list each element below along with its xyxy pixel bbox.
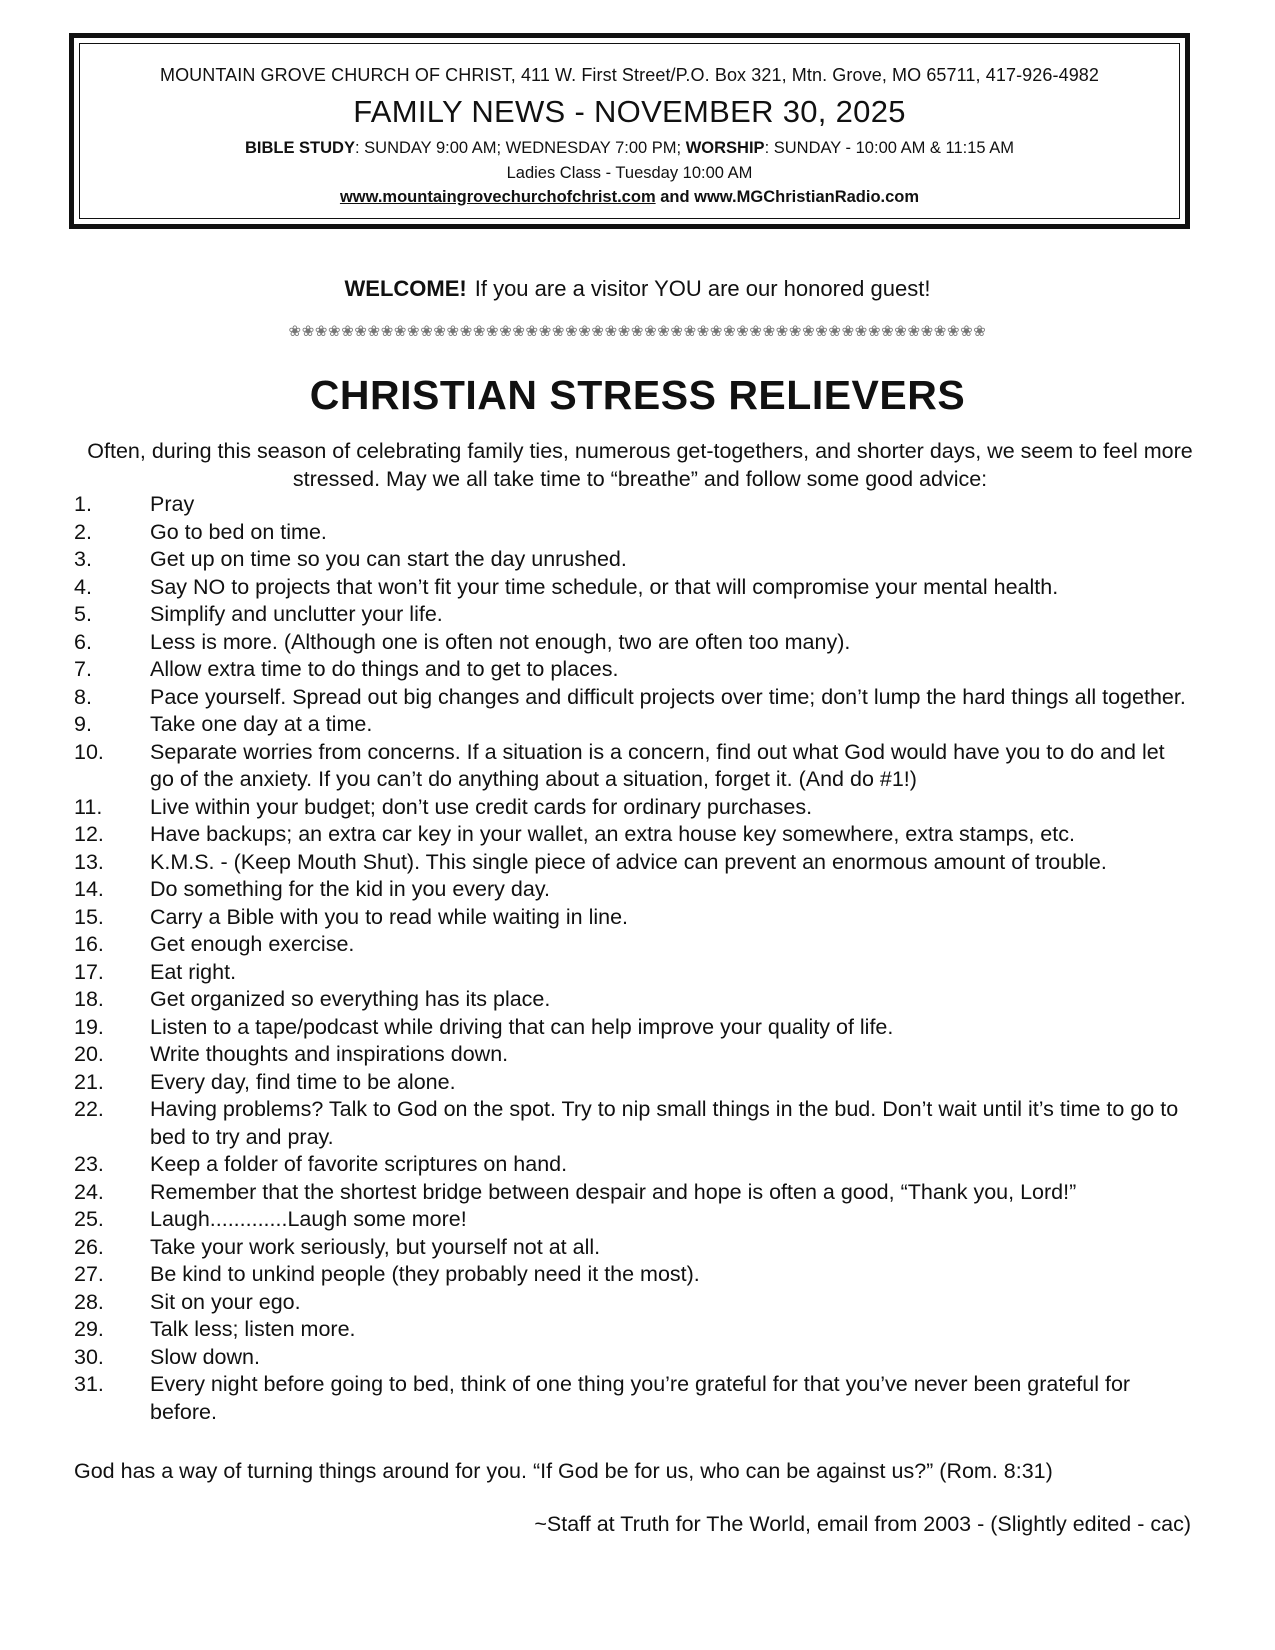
list-item-text: Pray: [150, 492, 195, 516]
list-item-number: 5.: [74, 602, 92, 626]
list-item: [74, 546, 1194, 574]
list-item: [74, 1069, 1194, 1097]
masthead: [69, 33, 1190, 229]
list-item-number: 2.: [74, 519, 92, 544]
list-item: [74, 876, 1194, 904]
list-item-number: 4.: [74, 574, 92, 599]
list-item: [74, 739, 1194, 794]
list-item-text: Every day, find time to be alone.: [150, 1069, 456, 1094]
masthead-inner-border: [79, 43, 1180, 219]
list-item: [74, 1096, 1194, 1151]
list-item: [74, 1234, 1194, 1262]
worship-label: WORSHIP: [685, 139, 765, 157]
list-item-number: 17.: [74, 959, 104, 984]
list-item: [74, 629, 1194, 657]
bible-study-times: : SUNDAY 9:00 AM; WEDNESDAY 7:00 PM;: [354, 139, 686, 157]
list-item-text: Sit on your ego.: [150, 1289, 301, 1314]
list-item: [74, 1014, 1194, 1042]
worship-times: : SUNDAY - 10:00 AM & 11:15 AM: [764, 139, 1015, 157]
list-item-text: Talk less; listen more.: [150, 1317, 356, 1341]
list-item-text: Take your work seriously, but yourself not at all.: [150, 1234, 601, 1259]
list-item-text: Listen to a tape/podcast while driving that can help improve your quality of life.: [150, 1014, 894, 1039]
list-item-number: 8.: [74, 684, 92, 709]
list-item-number: 26.: [74, 1234, 104, 1259]
list-item: [74, 794, 1194, 822]
list-item: [74, 574, 1194, 602]
website-joiner: and: [655, 188, 695, 206]
list-item-text: Live within your budget; don’t use credit cards for ordinary purchases.: [150, 794, 813, 819]
list-item-number: 25.: [74, 1207, 104, 1231]
list-item-number: 15.: [74, 904, 104, 929]
list-item: [74, 904, 1194, 932]
list-item: [74, 1179, 1194, 1207]
article-intro: Often, during this season of celebrating family ties, numerous get-togethers, and shorter days, we seem to feel more stressed. May we all take time to “breathe” and follow some good advice:: [87, 439, 1193, 491]
list-item: [74, 519, 1194, 547]
list-item-text: Every night before going to bed, think of one thing you’re grateful for that you’ve never been grateful for before.: [150, 1372, 1131, 1424]
stress-relievers-list: [74, 491, 1194, 1426]
website-links: [80, 188, 1179, 207]
welcome-line: [0, 276, 1275, 302]
list-item: [74, 1316, 1194, 1344]
list-item-number: 29.: [74, 1317, 104, 1341]
list-item-text: Remember that the shortest bridge between despair and hope is often a good, “Thank you, Lord!”: [150, 1179, 1077, 1204]
list-item-number: 18.: [74, 987, 104, 1011]
list-item: [74, 684, 1194, 712]
list-item-number: 23.: [74, 1152, 104, 1176]
list-item: [74, 931, 1194, 959]
list-item: [74, 1151, 1194, 1179]
list-item-number: 20.: [74, 1042, 104, 1066]
article-title: CHRISTIAN STRESS RELIEVERS: [309, 372, 966, 418]
list-item-text: Get organized so everything has its place.: [150, 987, 551, 1011]
list-item: [74, 1041, 1194, 1069]
article-credit: ~Staff at Truth for The World, email from 2003 - (Slightly edited - cac): [534, 1512, 1191, 1536]
list-item-number: 9.: [74, 712, 92, 736]
bible-study-label: BIBLE STUDY: [244, 139, 355, 157]
list-item-text: Do something for the kid in you every day.: [150, 877, 550, 901]
list-item-text: Have backups; an extra car key in your wallet, an extra house key somewhere, extra stamps, etc.: [150, 822, 1075, 846]
flower-divider: ❀❀❀❀❀❀❀❀❀❀❀❀❀❀❀❀❀❀❀❀❀❀❀❀❀❀❀❀❀❀❀❀❀❀❀❀❀❀❀❀❀❀❀❀❀❀❀❀❀❀❀❀❀: [288, 323, 987, 340]
list-item-text: Keep a folder of favorite scriptures on hand.: [150, 1152, 568, 1176]
list-item: [74, 1206, 1194, 1234]
list-item: [74, 986, 1194, 1014]
list-item: [74, 959, 1194, 987]
list-item-number: 30.: [74, 1344, 104, 1369]
radio-website-link[interactable]: www.MGChristianRadio.com: [694, 188, 920, 206]
list-item: [74, 656, 1194, 684]
list-item-number: 7.: [74, 657, 92, 681]
list-item-number: 28.: [74, 1289, 104, 1314]
list-item-text: K.M.S. - (Keep Mouth Shut). This single piece of advice can prevent an enormous amount of trouble.: [150, 849, 1107, 874]
list-item-text: Be kind to unkind people (they probably need it the most).: [150, 1262, 700, 1286]
list-item: [74, 601, 1194, 629]
list-item: [74, 1261, 1194, 1289]
list-item-number: 13.: [74, 849, 104, 874]
list-item-text: Less is more. (Although one is often not enough, two are often too many).: [150, 629, 851, 654]
newsletter-title: FAMILY NEWS - NOVEMBER 30, 2025: [353, 94, 906, 129]
list-item-text: Say NO to projects that won’t fit your time schedule, or that will compromise your mental health.: [150, 574, 1059, 599]
ladies-class: Ladies Class - Tuesday 10:00 AM: [506, 164, 753, 182]
list-item-number: 6.: [74, 629, 92, 654]
list-item-number: 11.: [74, 794, 103, 819]
list-item-text: Write thoughts and inspirations down.: [150, 1042, 509, 1066]
list-item-text: Get up on time so you can start the day unrushed.: [150, 547, 627, 571]
list-item-text: Laugh.............Laugh some more!: [150, 1207, 467, 1231]
list-item-text: Take one day at a time.: [150, 712, 373, 736]
church-website-link[interactable]: www.mountaingrovechurchofchrist.com: [339, 188, 656, 206]
list-item-text: Slow down.: [150, 1344, 260, 1369]
list-item-text: Separate worries from concerns. If a situation is a concern, find out what God would have you to do and let go of the anxiety. If you can’t do anything about a situation, forget it. (And do #1!): [150, 739, 1165, 791]
list-item: [74, 711, 1194, 739]
welcome-text: If you are a visitor YOU are our honored guest!: [474, 276, 931, 301]
list-item: [74, 1344, 1194, 1372]
list-item-number: 3.: [74, 547, 92, 571]
list-item: [74, 491, 1194, 519]
list-item-number: 14.: [74, 877, 104, 901]
list-item-text: Allow extra time to do things and to get to places.: [150, 657, 619, 681]
list-item-text: Eat right.: [150, 959, 237, 984]
list-item-text: Carry a Bible with you to read while waiting in line.: [150, 904, 629, 929]
list-item-number: 27.: [74, 1262, 104, 1286]
list-item-number: 12.: [74, 822, 104, 846]
list-item-text: Having problems? Talk to God on the spot. Try to nip small things in the bud. Don’t wait until it’s time to go to bed to try and pray.: [150, 1097, 1179, 1149]
list-item-number: 16.: [74, 932, 104, 956]
list-item: [74, 1371, 1194, 1426]
list-item-number: 19.: [74, 1014, 104, 1039]
list-item-text: Go to bed on time.: [150, 519, 327, 544]
list-item: [74, 1289, 1194, 1317]
closing-text: God has a way of turning things around for you. “If God be for us, who can be against us?” (Rom. 8:31): [74, 1459, 1053, 1483]
service-schedule: [80, 139, 1179, 158]
welcome-bold: WELCOME!: [344, 276, 467, 301]
list-item-number: 21.: [74, 1069, 104, 1094]
list-item-number: 10.: [74, 739, 104, 764]
list-item: [74, 821, 1194, 849]
list-item-text: Simplify and unclutter your life.: [150, 602, 443, 626]
list-item-number: 22.: [74, 1097, 104, 1121]
list-item-number: 1.: [74, 492, 92, 516]
list-item: [74, 849, 1194, 877]
list-item-text: Get enough exercise.: [150, 932, 355, 956]
list-item-number: 31.: [74, 1372, 104, 1396]
church-address: MOUNTAIN GROVE CHURCH OF CHRIST, 411 W. First Street/P.O. Box 321, Mtn. Grove, MO 65711, 417-926-4982: [159, 65, 1100, 85]
list-item-text: Pace yourself. Spread out big changes and difficult projects over time; don’t lump the hard things all together.: [150, 684, 1186, 709]
list-item-number: 24.: [74, 1179, 104, 1204]
